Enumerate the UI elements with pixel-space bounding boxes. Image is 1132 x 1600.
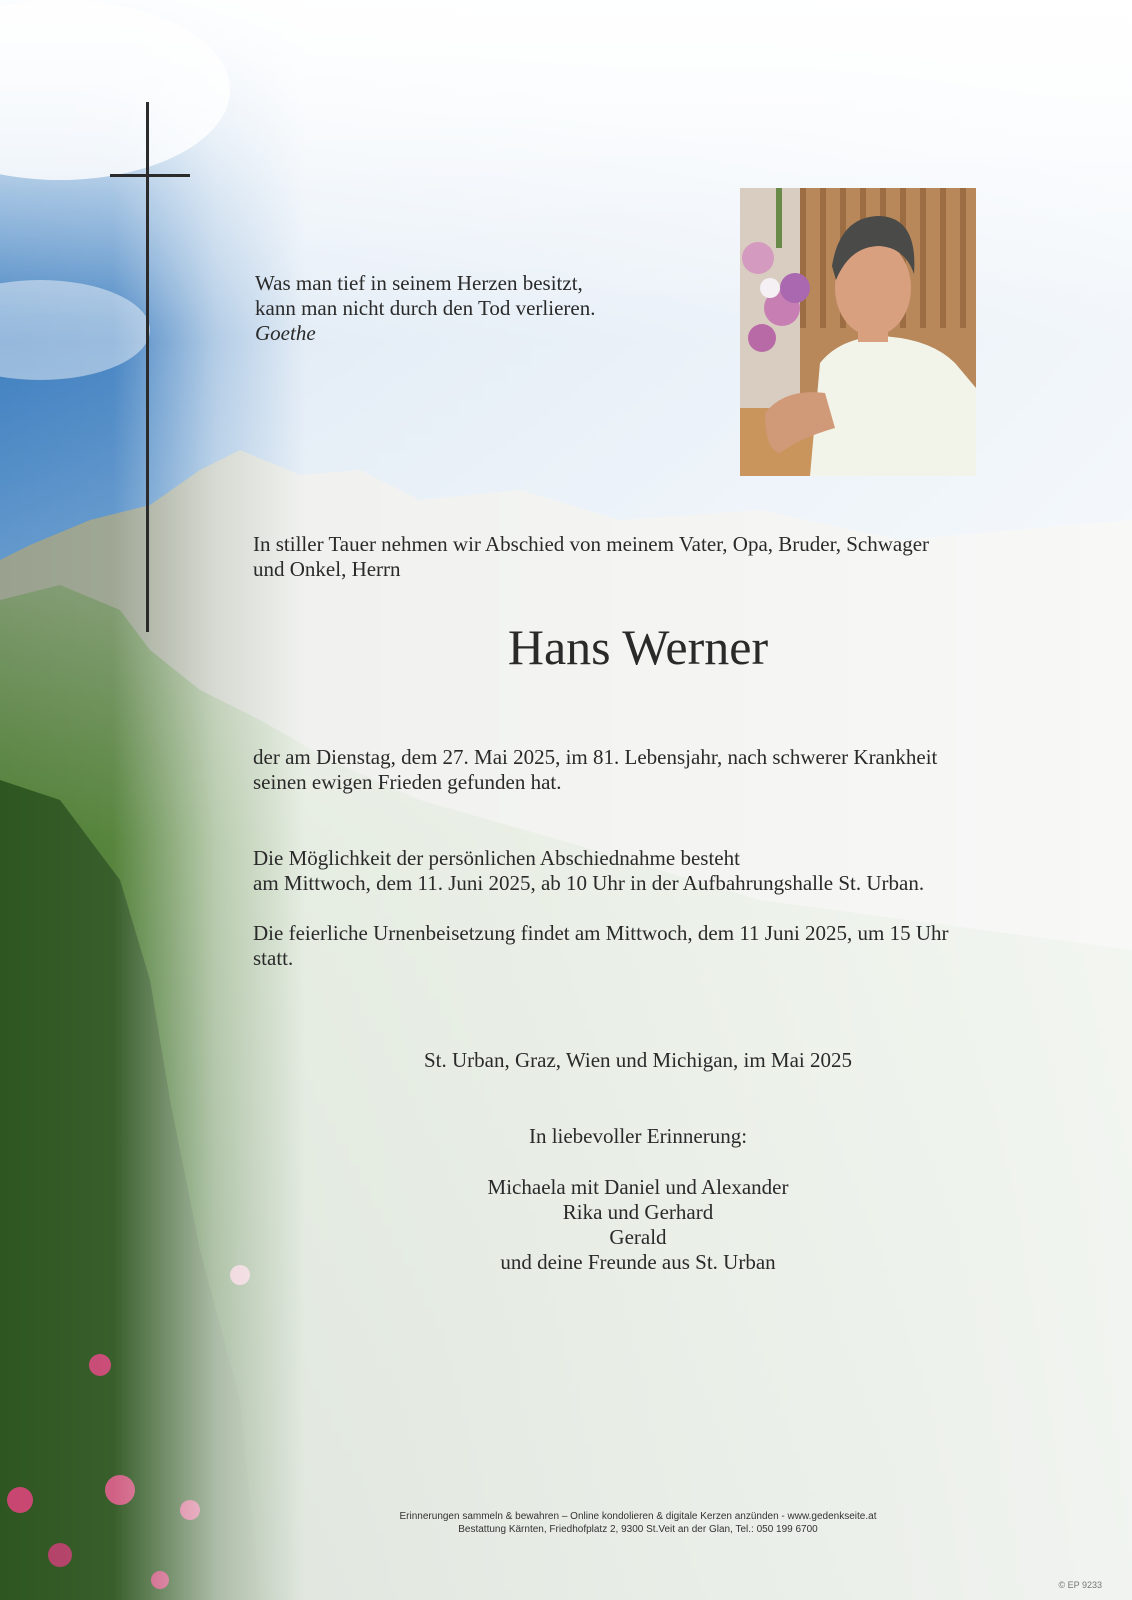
quote-line-2: kann man nicht durch den Tod verlieren. [255,296,596,320]
footer-info [253,1510,1023,1536]
burial-info [253,921,949,971]
cross-icon-bar [110,174,190,177]
memorial-quote [255,271,595,346]
footer-line-2: Bestattung Kärnten, Friedhofplatz 2, 9300 St.Veit an der Glan, Tel.: 050 199 6700 [458,1524,818,1535]
intro-line-2: und Onkel, Herrn [253,557,401,581]
mourner-entry: und deine Freunde aus St. Urban [500,1250,776,1274]
burial-line-2: statt. [253,946,294,970]
memory-heading: In liebevoller Erinnerung: [528,1124,748,1148]
mourner-entry: Michaela mit Daniel und Alexander [487,1175,789,1199]
portrait-photo [740,188,976,476]
print-code: © EP 9233 [1058,1580,1102,1590]
cross-icon [146,102,149,632]
deceased-name: Hans Werner [507,619,769,675]
mourner-entry: Gerald [609,1225,667,1249]
death-notice-line-1: der am Dienstag, dem 27. Mai 2025, im 81. Lebensjahr, nach schwerer Krankheit [253,745,938,769]
intro-text [253,532,929,582]
mourners-list [253,1175,1023,1275]
quote-line-1: Was man tief in seinem Herzen besitzt, [255,271,583,295]
mourner-entry: Rika und Gerhard [562,1200,714,1224]
footer-line-1: Erinnerungen sammeln & bewahren – Online kondolieren & digitale Kerzen anzünden - www.gedenkseite.at [399,1511,877,1522]
viewing-line-2: am Mittwoch, dem 11. Juni 2025, ab 10 Uhr in der Aufbahrungshalle St. Urban. [253,871,925,895]
viewing-line-1: Die Möglichkeit der persönlichen Abschiednahme besteht [253,846,740,870]
burial-line-1: Die feierliche Urnenbeisetzung findet am Mittwoch, dem 11 Juni 2025, um 15 Uhr [253,921,949,945]
death-notice-line-2: seinen ewigen Frieden gefunden hat. [253,770,562,794]
intro-line-1: In stiller Tauer nehmen wir Abschied von meinem Vater, Opa, Bruder, Schwager [253,532,930,556]
quote-author: Goethe [255,321,316,345]
place-and-date: St. Urban, Graz, Wien und Michigan, im Mai 2025 [423,1048,853,1072]
viewing-info [253,846,924,896]
death-notice [253,745,937,795]
